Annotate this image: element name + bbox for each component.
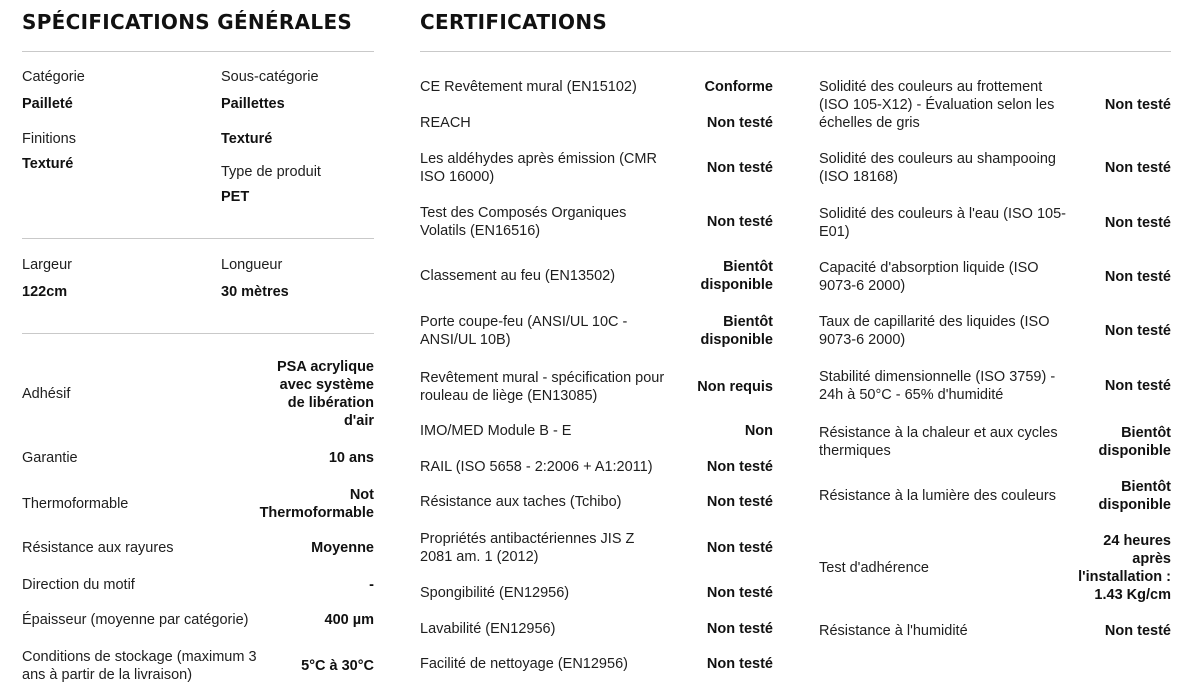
cert-row (819, 531, 1171, 605)
spec-row-thermoformable (22, 486, 374, 522)
cert-label: Spongibilité (EN12956) (420, 585, 570, 601)
cert-label: Propriétés antibactériennes JIS Z 2081 am. 1 (2012) (420, 531, 635, 565)
cert-status: Non testé (1104, 160, 1171, 176)
spec-label: Adhésif (22, 386, 71, 402)
cert-row (819, 258, 1171, 296)
length-value: 30 mètres (221, 284, 289, 300)
spec-row-thickness (22, 610, 374, 630)
divider (420, 51, 1171, 52)
cert-row (819, 477, 1171, 515)
cert-status: Non testé (706, 459, 773, 475)
cert-status: Non testé (1104, 623, 1171, 639)
cert-status: Non testé (706, 494, 773, 510)
cert-status: Non testé (706, 585, 773, 601)
cert-row (819, 312, 1171, 350)
cert-row (420, 368, 773, 406)
cert-label: REACH (420, 115, 471, 131)
cert-status: Bientôt disponible (700, 314, 773, 348)
category-value: Pailleté (22, 96, 73, 112)
cert-status: Non testé (1104, 378, 1171, 394)
width-label: Largeur (22, 257, 72, 273)
spec-label: Conditions de stockage (maximum 3 ans à partir de la livraison) (22, 649, 257, 683)
finishes-value: Texturé (22, 156, 74, 172)
cert-label: Résistance aux taches (Tchibo) (420, 494, 622, 510)
spec-row-scratch (22, 538, 374, 558)
spec-value: 10 ans (328, 450, 374, 466)
spec-value: Not Thermoformable (259, 487, 374, 521)
spec-label: Thermoformable (22, 496, 129, 512)
spec-label: Épaisseur (moyenne par catégorie) (22, 612, 249, 628)
cert-status: Non testé (706, 214, 773, 230)
cert-row (420, 583, 773, 603)
cert-label: Solidité des couleurs au frottement (ISO 105-X12) - Évaluation selon les échelles de gris (819, 79, 1055, 131)
finishes-label: Finitions (22, 131, 76, 147)
cert-label: Résistance à la lumière des couleurs (819, 488, 1056, 504)
cert-status: Non (744, 423, 773, 439)
cert-row (819, 77, 1171, 133)
spec-row-pattern-direction (22, 575, 374, 595)
cert-row (420, 654, 773, 674)
cert-row (819, 621, 1171, 641)
cert-label: Résistance à l'humidité (819, 623, 968, 639)
cert-row (420, 257, 773, 295)
cert-row (420, 457, 773, 477)
cert-status: Non requis (697, 379, 773, 395)
cert-label: Résistance à la chaleur et aux cycles thermiques (819, 425, 1058, 459)
length-label: Longueur (221, 257, 283, 273)
cert-label: Facilité de nettoyage (EN12956) (420, 656, 628, 672)
cert-label: Classement au feu (EN13502) (420, 268, 616, 284)
divider (22, 333, 374, 334)
cert-row (420, 492, 773, 512)
spec-value: PSA acrylique avec système de libération d'air (277, 359, 374, 429)
spec-row-storage (22, 647, 374, 685)
general-specs-title: SPÉCIFICATIONS GÉNÉRALES (22, 10, 353, 34)
cert-label: Capacité d'absorption liquide (ISO 9073-6 2000) (819, 260, 1039, 294)
certifications-title: CERTIFICATIONS (420, 10, 608, 34)
cert-row (819, 423, 1171, 461)
cert-status: Bientôt disponible (1098, 425, 1171, 459)
spec-row-adhesive (22, 358, 374, 430)
spec-label: Résistance aux rayures (22, 540, 174, 556)
cert-label: Lavabilité (EN12956) (420, 621, 556, 637)
product-type-value: PET (221, 189, 250, 205)
cert-label: Les aldéhydes après émission (CMR ISO 16000) (420, 151, 657, 185)
cert-status: Non testé (706, 621, 773, 637)
cert-label: CE Revêtement mural (EN15102) (420, 79, 637, 95)
cert-status: Non testé (706, 540, 773, 556)
cert-row (819, 367, 1171, 405)
cert-label: IMO/MED Module B - E (420, 423, 572, 439)
cert-row (420, 312, 773, 350)
cert-status: Non testé (1104, 323, 1171, 339)
cert-label: Taux de capillarité des liquides (ISO 9073-6 2000) (819, 314, 1050, 348)
width-value: 122cm (22, 284, 68, 300)
spec-value: Moyenne (311, 540, 374, 556)
spec-value: - (369, 577, 374, 593)
cert-label: RAIL (ISO 5658 - 2:2006 + A1:2011) (420, 459, 653, 475)
subcategory-value: Paillettes (221, 96, 285, 112)
cert-label: Porte coupe-feu (ANSI/UL 10C - ANSI/UL 10B) (420, 314, 628, 348)
cert-label: Solidité des couleurs à l'eau (ISO 105-E01) (819, 206, 1066, 240)
spec-value: 400 µm (324, 612, 374, 628)
cert-row (819, 204, 1171, 242)
spec-row-warranty (22, 448, 374, 468)
subcategory-label: Sous-catégorie (221, 69, 319, 85)
cert-status: Non testé (1104, 215, 1171, 231)
cert-row (420, 203, 773, 241)
spec-value: 5°C à 30°C (301, 658, 374, 674)
spec-label: Direction du motif (22, 577, 135, 593)
cert-status: Non testé (706, 115, 773, 131)
divider (22, 238, 374, 239)
product-type-label: Type de produit (221, 164, 321, 180)
cert-label: Solidité des couleurs au shampooing (ISO 18168) (819, 151, 1056, 185)
cert-status: Non testé (706, 160, 773, 176)
cert-row (819, 149, 1171, 187)
cert-status: Non testé (1104, 97, 1171, 113)
category-label: Catégorie (22, 69, 85, 85)
cert-row (420, 619, 773, 639)
cert-row (420, 113, 773, 133)
texture-value: Texturé (221, 131, 273, 147)
cert-row (420, 529, 773, 567)
cert-status: Non testé (706, 656, 773, 672)
cert-status: Bientôt disponible (700, 259, 773, 293)
cert-status: 24 heures après l'installation : 1.43 Kg/cm (1078, 533, 1171, 603)
cert-row (420, 77, 773, 97)
cert-status: Bientôt disponible (1098, 479, 1171, 513)
divider (22, 51, 374, 52)
cert-label: Revêtement mural - spécification pour rouleau de liège (EN13085) (420, 370, 665, 404)
cert-status: Non testé (1104, 269, 1171, 285)
cert-status: Conforme (704, 79, 773, 95)
cert-label: Stabilité dimensionnelle (ISO 3759) - 24h à 50°C - 65% d'humidité (819, 369, 1056, 403)
cert-label: Test des Composés Organiques Volatils (EN16516) (420, 205, 627, 239)
cert-label: Test d'adhérence (819, 560, 929, 576)
cert-row (420, 421, 773, 441)
cert-row (420, 149, 773, 187)
spec-label: Garantie (22, 450, 78, 466)
